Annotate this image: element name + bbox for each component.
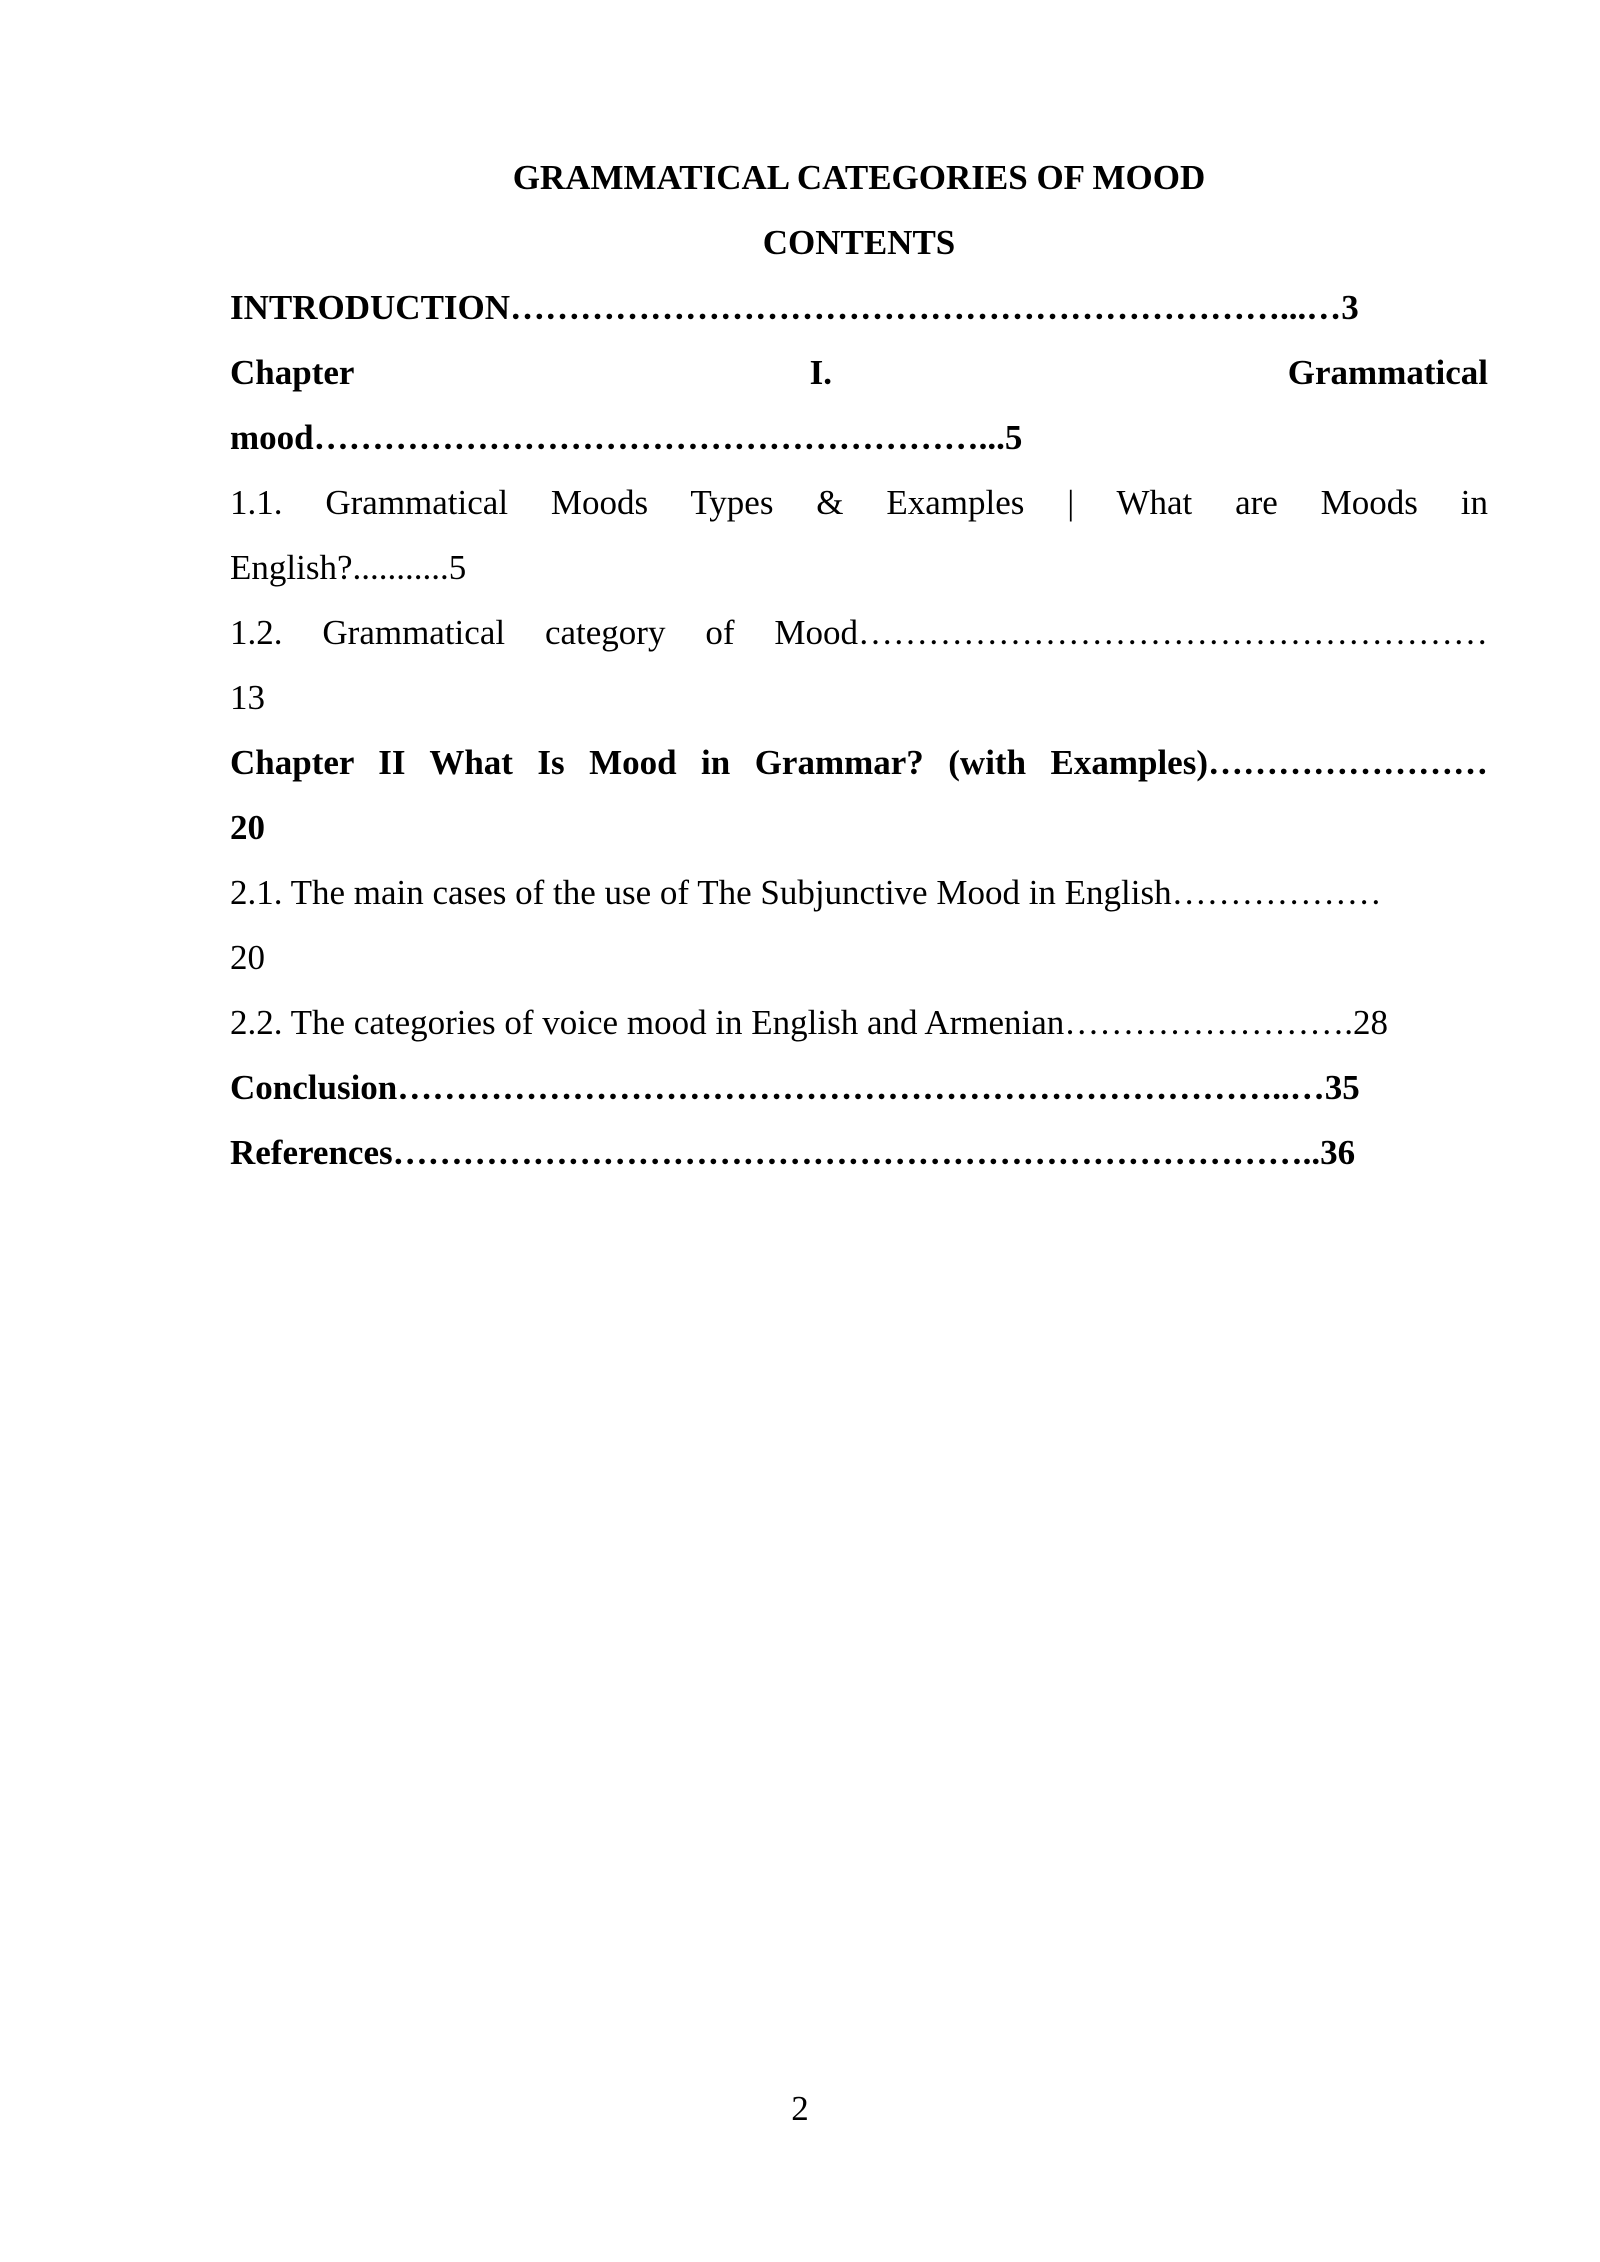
toc-entry-1-1-line-1: 1.1. Grammatical Moods Types & Examples | What are Moods in xyxy=(230,483,1488,522)
toc-entry-2-2: 2.2. The categories of voice mood in English and Armenian…………………….28 xyxy=(230,1003,1389,1042)
toc-entry-introduction: INTRODUCTION…………………………………………………………...…3 xyxy=(230,288,1359,327)
toc-entry-conclusion: Conclusion…………………………………………………………………..…35 xyxy=(230,1068,1360,1107)
toc-entry-chapter-2-line-2: 20 xyxy=(230,808,265,847)
page-number: 2 xyxy=(791,2089,809,2128)
toc-entry-1-1-line-2: English?...........5 xyxy=(230,548,467,587)
toc-entry-references: References……………………………………………………………………..36 xyxy=(230,1133,1356,1172)
toc-content xyxy=(230,145,1488,1185)
document-title: GRAMMATICAL CATEGORIES OF MOOD xyxy=(512,158,1206,197)
toc-entry-chapter-2-line-1: Chapter II What Is Mood in Grammar? (with Examples)…………………… xyxy=(230,743,1488,782)
toc-entry-1-2-line-1: 1.2. Grammatical category of Mood……………………………………………… xyxy=(230,613,1488,652)
toc-entry-chapter-1-line-2: mood…………………………………………………...5 xyxy=(230,418,1023,457)
toc-entry-2-1-line-2: 20 xyxy=(230,938,265,977)
toc-entry-2-1-line-1: 2.1. The main cases of the use of The Subjunctive Mood in English……………… xyxy=(230,873,1382,912)
toc-entry-1-2-line-2: 13 xyxy=(230,678,265,717)
contents-heading: CONTENTS xyxy=(762,223,956,262)
toc-entry-chapter-1-line-1: Chapter I. Grammatical xyxy=(230,353,1488,392)
